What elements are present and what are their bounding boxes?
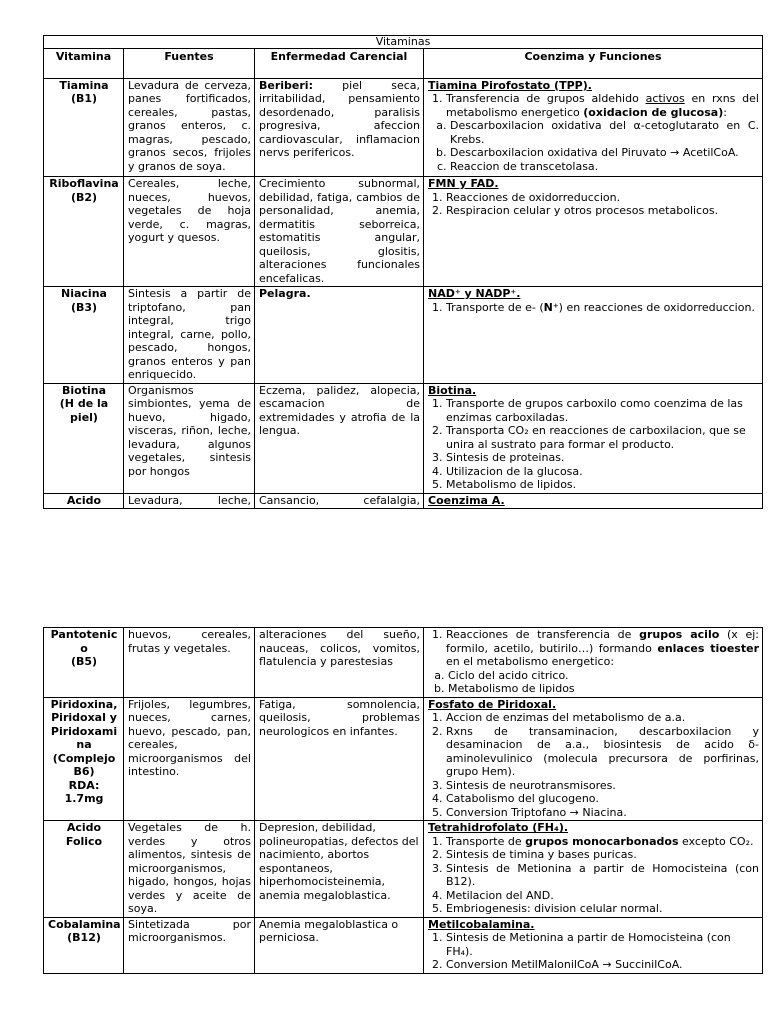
sources-cell: huevos, cereales, frutas y vegetales. bbox=[124, 628, 255, 698]
sub-function-list bbox=[428, 119, 759, 173]
deficiency-cell: Anemia megaloblastica o perniciosa. bbox=[255, 917, 424, 973]
sources-cell: Frijoles, legumbres, nueces, carnes, huevo, pescado, pan, cereales, microorganismos del intestino. bbox=[124, 697, 255, 821]
vitamin-name: Riboflavina (B2) bbox=[44, 177, 124, 287]
table-row bbox=[44, 383, 763, 493]
table-row bbox=[44, 821, 763, 918]
table-row bbox=[44, 697, 763, 821]
vitamins-table-bottom bbox=[43, 627, 763, 974]
function-list bbox=[428, 628, 759, 669]
list-item: 2. Sintesis de timina y bases puricas. bbox=[446, 848, 759, 862]
list-item: 3. Sintesis de neurotransmisores. bbox=[446, 779, 759, 793]
sub-function-list bbox=[428, 669, 759, 696]
function-list bbox=[428, 301, 759, 315]
list-item: b. Metabolismo de lipidos bbox=[448, 682, 759, 696]
list-item: 1. Reacciones de oxidorreduccion. bbox=[446, 191, 759, 205]
table-row bbox=[44, 917, 763, 973]
list-item: 2. Rxns de transaminacion, descarboxilacion y desaminacion de a.a., biosintesis de acido δ-aminolevulinico (molecula precursora de porfirinas, grupo Hem). bbox=[446, 725, 759, 779]
vitamin-name: Niacina (B3) bbox=[44, 287, 124, 384]
coenzyme-cell bbox=[424, 383, 763, 493]
list-item: 4. Utilizacion de la glucosa. bbox=[446, 465, 759, 479]
deficiency-cell: Crecimiento subnormal, debilidad, fatiga, cambios de personalidad, anemia, dermatitis seborreica, estomatitis angular, queilosis, glositis, alteraciones funcionales encefalicas. bbox=[255, 177, 424, 287]
deficiency-cell: Pelagra. bbox=[255, 287, 424, 384]
coenzyme-title: Tiamina Pirofostato (TPP). bbox=[428, 78, 592, 92]
function-list bbox=[428, 191, 759, 218]
sources-cell: Levadura de cerveza, panes fortificados, cereales, pastas, granos enteros, c. magras, pescado, granos secos, frijoles y granos de soya. bbox=[124, 78, 255, 177]
deficiency-cell: Depresion, debilidad, polineuropatias, defectos del nacimiento, abortos espontaneos, hiperhomocisteinemia, anemia megaloblastica. bbox=[255, 821, 424, 918]
list-item: 1. Transferencia de grupos aldehido activos en rxns del metabolismo energetico (oxidacion de glucosa): bbox=[446, 92, 759, 119]
vitamin-name: Acido Folico bbox=[44, 821, 124, 918]
list-item: 4. Catabolismo del glucogeno. bbox=[446, 792, 759, 806]
list-item: a. Ciclo del acido citrico. bbox=[448, 669, 759, 683]
list-item: 1. Sintesis de Metionina a partir de Homocisteina (con FH₄). bbox=[446, 931, 759, 958]
list-item: 1. Transporte de grupos monocarbonados excepto CO₂. bbox=[446, 835, 759, 849]
list-item: b. Descarboxilacion oxidativa del Piruvato → AcetilCoA. bbox=[450, 146, 759, 160]
coenzyme-cell bbox=[424, 821, 763, 918]
table-title: Vitaminas bbox=[44, 36, 763, 49]
list-item: c. Reaccion de transcetolasa. bbox=[450, 160, 759, 174]
list-item: 5. Metabolismo de lipidos. bbox=[446, 478, 759, 492]
list-item: 1. Transporte de e- (N⁺) en reacciones de oxidorreduccion. bbox=[446, 301, 759, 315]
coenzyme-cell bbox=[424, 78, 763, 177]
vitamin-name: Piridoxina, Piridoxal y Piridoxami na (Complejo B6) RDA: 1.7mg bbox=[44, 697, 124, 821]
sources-cell: Sintetizada por microorganismos. bbox=[124, 917, 255, 973]
deficiency-cell: Cansancio, cefalalgia, bbox=[255, 493, 424, 509]
coenzyme-title: Coenzima A. bbox=[428, 493, 505, 507]
table-row bbox=[44, 287, 763, 384]
header-enfermedad: Enfermedad Carencial bbox=[255, 49, 424, 79]
vitamin-name: Cobalamina (B12) bbox=[44, 917, 124, 973]
vitamin-name: Tiamina (B1) bbox=[44, 78, 124, 177]
deficiency-cell: alteraciones del sueño, nauceas, colicos, vomitos, flatulencia y parestesias bbox=[255, 628, 424, 698]
coenzyme-title: Biotina. bbox=[428, 383, 477, 397]
deficiency-cell: Eczema, palidez, alopecia, escamacion de extremidades y atrofia de la lengua. bbox=[255, 383, 424, 493]
coenzyme-title: Fosfato de Piridoxal. bbox=[428, 697, 557, 711]
list-item: 4. Metilacion del AND. bbox=[446, 889, 759, 903]
header-fuentes: Fuentes bbox=[124, 49, 255, 79]
coenzyme-cell bbox=[424, 628, 763, 698]
coenzyme-title: Metilcobalamina. bbox=[428, 917, 535, 931]
coenzyme-title: Tetrahidrofolato (FH₄). bbox=[428, 821, 569, 834]
list-item: 3. Sintesis de Metionina a partir de Homocisteina (con B12). bbox=[446, 862, 759, 889]
list-item: 5. Conversion Triptofano → Niacina. bbox=[446, 806, 759, 820]
list-item: 2. Respiracion celular y otros procesos metabolicos. bbox=[446, 204, 759, 218]
list-item: 1. Transporte de grupos carboxilo como coenzima de las enzimas carboxiladas. bbox=[446, 397, 759, 424]
sources-cell: Levadura, leche, bbox=[124, 493, 255, 509]
coenzyme-cell bbox=[424, 697, 763, 821]
list-item: 1. Accion de enzimas del metabolismo de a.a. bbox=[446, 711, 759, 725]
sources-cell: Vegetales de h. verdes y otros alimentos, sintesis de microorganismos, higado, hongos, hojas verdes y aceite de soya. bbox=[124, 821, 255, 918]
list-item: 5. Embriogenesis: division celular normal. bbox=[446, 902, 759, 916]
vitamins-table-top bbox=[43, 35, 763, 509]
list-item: 1. Reacciones de transferencia de grupos acilo (x ej: formilo, acetilo, butirilo…) formando enlaces tioester en el metabolismo energetico: bbox=[446, 628, 759, 669]
coenzyme-cell bbox=[424, 177, 763, 287]
vitamin-name: Pantotenic o (B5) bbox=[44, 628, 124, 698]
coenzyme-title: NAD⁺ y NADP⁺. bbox=[428, 287, 521, 300]
list-item: 2. Conversion MetilMalonilCoA → SuccinilCoA. bbox=[446, 958, 759, 972]
function-list bbox=[428, 92, 759, 119]
function-list bbox=[428, 711, 759, 819]
coenzyme-cell bbox=[424, 917, 763, 973]
coenzyme-cell bbox=[424, 287, 763, 384]
list-item: a. Descarboxilacion oxidativa del α-cetoglutarato en C. Krebs. bbox=[450, 119, 759, 146]
deficiency-cell: Beriberi: piel seca, irritabilidad, pensamiento desordenado, paralisis progresiva, afeccion cardiovascular, inflamacion nervs perifericos. bbox=[255, 78, 424, 177]
vitamin-name: Acido bbox=[44, 493, 124, 509]
function-list bbox=[428, 397, 759, 492]
function-list bbox=[428, 931, 759, 972]
deficiency-cell: Fatiga, somnolencia, queilosis, problemas neurologicos en infantes. bbox=[255, 697, 424, 821]
sources-cell: Organismos simbiontes, yema de huevo, higado, visceras, riñon, leche, levadura, algunos vegetales, sintesis por hongos bbox=[124, 383, 255, 493]
table-row bbox=[44, 177, 763, 287]
coenzyme-cell bbox=[424, 493, 763, 509]
header-vitamina: Vitamina bbox=[44, 49, 124, 79]
list-item: 3. Sintesis de proteinas. bbox=[446, 451, 759, 465]
table-row bbox=[44, 78, 763, 177]
list-item: 2. Transporta CO₂ en reacciones de carboxilacion, que se unira al sustrato para formar el producto. bbox=[446, 424, 759, 451]
header-coenzima: Coenzima y Funciones bbox=[424, 49, 763, 79]
vitamin-name: Biotina (H de la piel) bbox=[44, 383, 124, 493]
coenzyme-title: FMN y FAD. bbox=[428, 177, 499, 190]
function-list bbox=[428, 835, 759, 916]
table-row bbox=[44, 628, 763, 698]
sources-cell: Cereales, leche, nueces, huevos, vegetales de hoja verde, c. magras, yogurt y quesos. bbox=[124, 177, 255, 287]
table-row bbox=[44, 493, 763, 509]
sources-cell: Sintesis a partir de triptofano, pan integral, trigo integral, carne, pollo, pescado, hongos, granos enteros y pan enriquecido. bbox=[124, 287, 255, 384]
